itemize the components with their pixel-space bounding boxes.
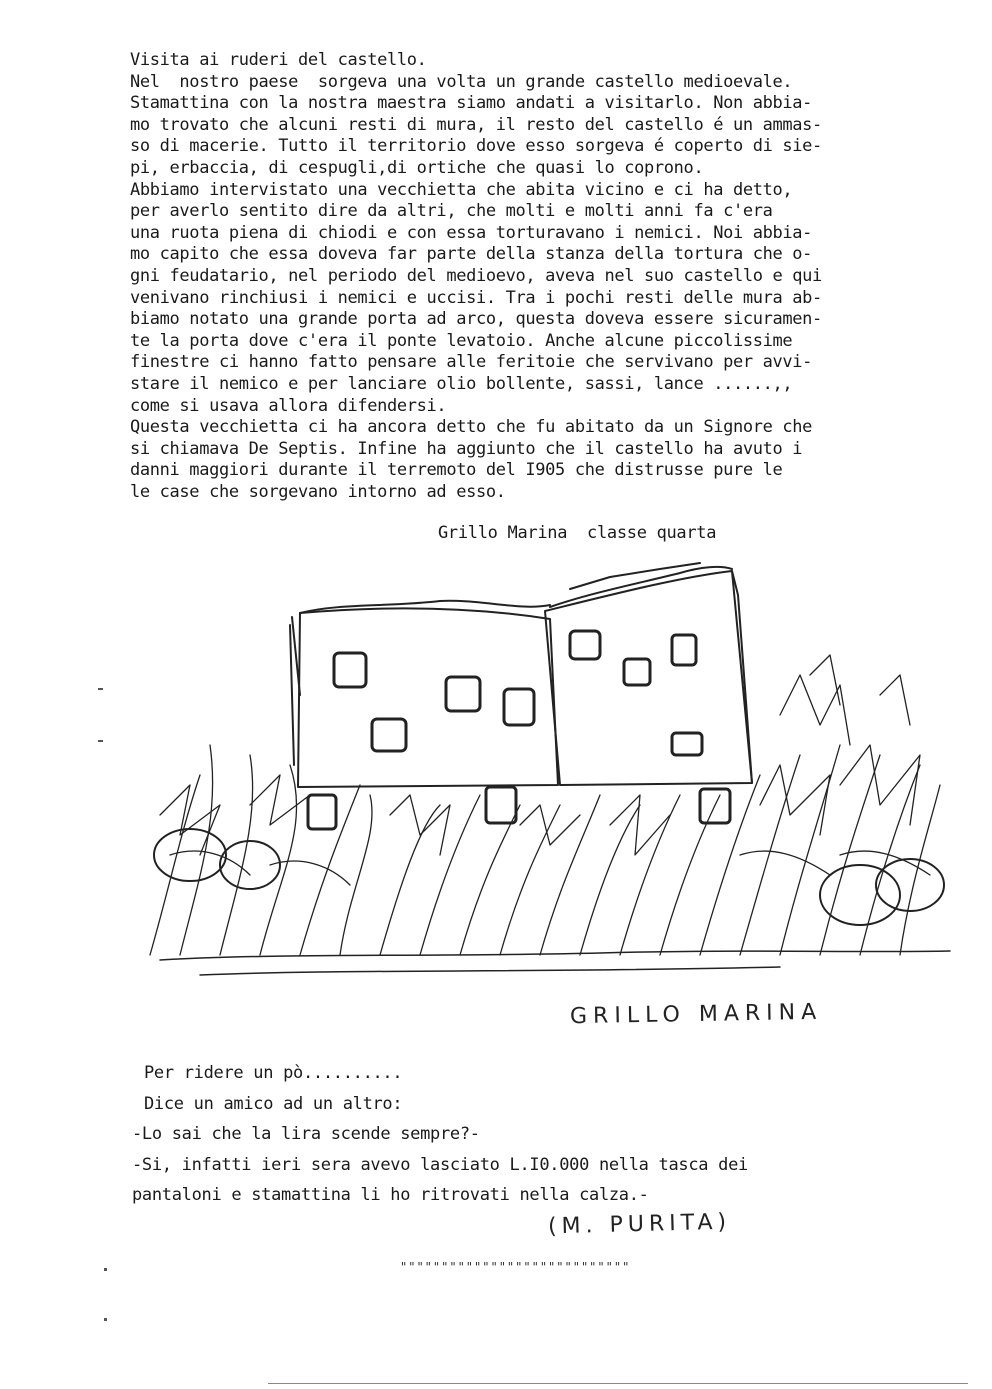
article-line: danni maggiori durante il terremoto del I905 che distrusse pure le <box>130 460 783 481</box>
article-line: finestre ci hanno fatto pensare alle feritoie che servivano per avvi- <box>130 352 813 373</box>
article-body <box>130 50 920 503</box>
ground-line <box>160 951 950 975</box>
article-line: mo trovato che alcuni resti di mura, il resto del castello é un ammas- <box>130 114 822 135</box>
left-tower <box>290 601 558 787</box>
article-line: te la porta dove c'era il ponte levatoio. Anche alcune piccolissime <box>130 330 793 351</box>
article-line: Questa vecchietta ci ha ancora detto che fu abitato da un Signore che <box>130 417 813 438</box>
joke-line: -Lo sai che la lira scende sempre?- <box>132 1124 480 1144</box>
scan-mark <box>98 688 103 690</box>
castle-ruins-drawing <box>140 555 960 995</box>
scan-mark <box>104 1268 107 1271</box>
article-line: gni feudatario, nel periodo del medioevo, aveva nel suo castello e qui <box>130 265 822 286</box>
section-divider: """""""""""""""""""""""""""" <box>400 1260 631 1274</box>
article-line: mo capito che essa doveva far parte della stanza della tortura che o- <box>130 244 813 265</box>
page-bottom-rule <box>268 1383 968 1384</box>
drawing-signature: GRILLO MARINA <box>569 999 823 1030</box>
article-line: Nel nostro paese sorgeva una volta un grande castello medioevale. <box>130 71 793 92</box>
article-line: una ruota piena di chiodi e con essa torturavano i nemici. Noi abbia- <box>130 222 813 243</box>
author-byline: Grillo Marina classe quarta <box>438 523 717 543</box>
article-line: stare il nemico e per lanciare olio bollente, sassi, lance ......,, <box>130 373 793 394</box>
article-line: pi, erbaccia, di cespugli,di ortiche che quasi lo coprono. <box>130 157 704 178</box>
article-line: Stamattina con la nostra maestra siamo andati a visitarlo. Non abbia- <box>130 93 813 114</box>
scan-mark <box>98 740 103 742</box>
vegetation <box>150 655 940 955</box>
joke-credit: (M. PURITA) <box>547 1209 732 1240</box>
joke-section <box>132 1058 922 1211</box>
joke-line: -Si, infatti ieri sera avevo lasciato L.I0.000 nella tasca dei <box>132 1154 748 1175</box>
joke-line: Dice un amico ad un altro: <box>144 1093 403 1114</box>
scan-mark <box>104 1318 107 1321</box>
article-line: per averlo sentito dire da altri, che molti e molti anni fa c'era <box>130 201 773 222</box>
article-line: Abbiamo intervistato una vecchietta che abita vicino e ci ha detto, <box>130 179 793 200</box>
article-line: si chiamava De Septis. Infine ha aggiunto che il castello ha avuto i <box>130 438 803 459</box>
article-line: so di macerie. Tutto il territorio dove esso sorgeva é coperto di sie- <box>130 136 822 157</box>
article-line: venivano rinchiusi i nemici e uccisi. Tra i pochi resti delle mura ab- <box>130 287 822 308</box>
joke-line: pantaloni e stamattina li ho ritrovati nella calza.- <box>132 1185 649 1205</box>
joke-heading: Per ridere un pò.......... <box>144 1063 403 1083</box>
article-line: le case che sorgevano intorno ad esso. <box>130 481 506 502</box>
article-line: come si usava allora difendersi. <box>130 395 447 416</box>
article-line: biamo notato una grande porta ad arco, questa doveva essere sicuramen- <box>130 309 822 330</box>
article-title: Visita ai ruderi del castello. <box>130 50 427 70</box>
